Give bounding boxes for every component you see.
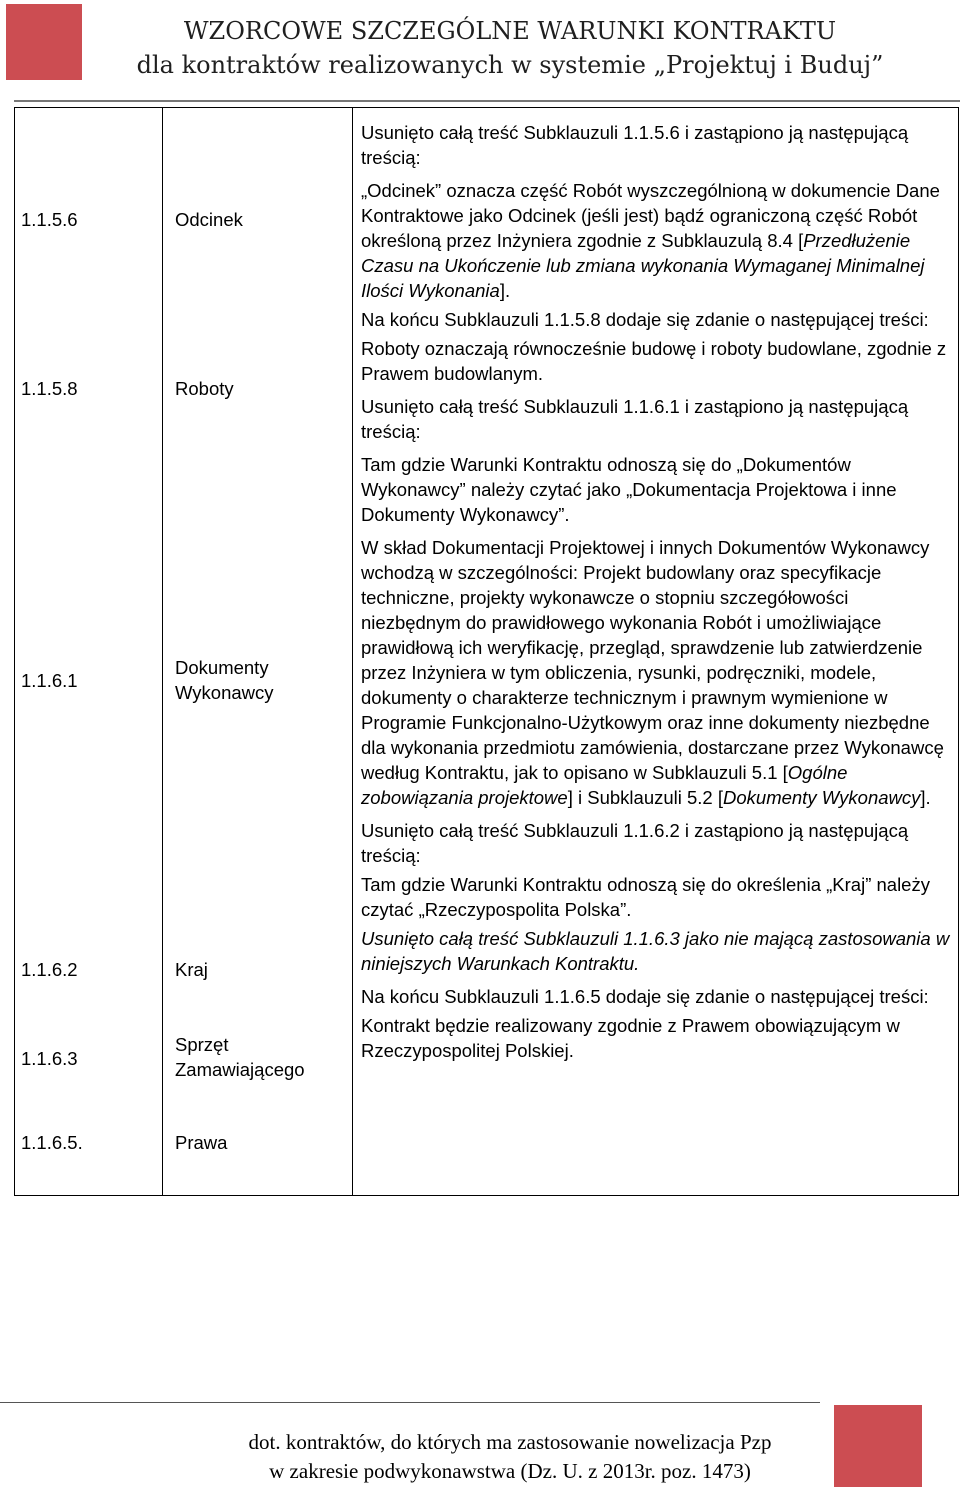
clause-term: Kraj [175,959,208,980]
table-row [15,108,959,1196]
footer-note [140,1428,880,1486]
content-paragraph: Usunięto całą treść Subklauzuli 1.1.5.6 i zastąpiono ją następującą treścią: [361,122,909,168]
footer-line-1: dot. kontraktów, do których ma zastosowanie nowelizacja Pzp [248,1430,772,1454]
clause-term: Prawa [175,1132,228,1153]
content-paragraph: Na końcu Subklauzuli 1.1.5.8 dodaje się zdanie o następującej treści: [361,309,929,330]
footer-divider [0,1402,820,1403]
content-paragraph: Usunięto całą treść Subklauzuli 1.1.6.3 jako nie mającą zastosowania w niniejszych Warunkach Kontraktu. [361,928,950,974]
clause-number: 1.1.6.5. [21,1132,83,1153]
header-logo-block [6,4,82,80]
content-paragraph: Kontrakt będzie realizowany zgodnie z Prawem obowiązującym w Rzeczypospolitej Polskiej. [361,1015,900,1061]
title-line-2: dla kontraktów realizowanych w systemie „Projektuj i Buduj” [136,51,884,79]
clause-content-column [353,108,959,1196]
content-paragraph: „Odcinek” oznacza część Robót wyszczególnioną w dokumencie Dane Kontraktowe jako Odcinek (jeśli jest) bądź ograniczoną część Robót określoną przez Inżyniera zgodnie z Subklauzulą 8.4 [Przedłużenie Czasu na Ukończenie lub zmiana wykonania Wymaganej Minimalnej Ilości Wykonania]. [361,180,940,301]
clause-term-line: Wykonawcy [175,682,274,703]
clause-term-line: Dokumenty [175,657,269,678]
clause-number-column [15,108,163,1196]
clause-number: 1.1.5.8 [21,378,78,399]
title-line-1: WZORCOWE SZCZEGÓLNE WARUNKI KONTRAKTU [183,17,837,45]
content-paragraph: Usunięto całą treść Subklauzuli 1.1.6.2 i zastąpiono ją następującą treścią: [361,820,909,866]
clause-term [163,655,352,705]
content-paragraph: Usunięto całą treść Subklauzuli 1.1.6.1 i zastąpiono ją następującą treścią: [361,396,909,442]
document-title [100,14,920,82]
clause-term-column [163,108,353,1196]
content-paragraph: Tam gdzie Warunki Kontraktu odnoszą się do „Dokumentów Wykonawcy” należy czytać jako „Dokumentacja Projektowa i inne Dokumenty Wykonawcy”. [361,454,897,525]
clause-term [163,1032,352,1082]
footer-line-2: w zakresie podwykonawstwa (Dz. U. z 2013r. poz. 1473) [269,1459,751,1483]
clause-number: 1.1.6.2 [21,959,78,980]
clause-number: 1.1.6.1 [21,670,78,691]
footer-logo-block [834,1405,922,1487]
clauses-table [14,107,959,1196]
clause-term-line: Sprzęt [175,1034,229,1055]
content-paragraph: W skład Dokumentacji Projektowej i innych Dokumentów Wykonawcy wchodzą w szczególności: Projekt budowlany oraz specyfikacje techniczne, projekty wykonawcze o stopniu szczegółowości niezbędnym do prawidłowego wykonania Robót i umożliwiające prawidłową ich weryfikację, przegląd, sprawdzenie lub zatwierdzenie przez Inżyniera w tym obliczenia, rysunki, podręczniki, modele, dokumenty o charakterze technicznym i prawnym wymienione w Programie Funkcjonalno-Użytkowym oraz inne dokumenty niezbędne dla wykonania przedmiotu zamówienia, dostarczane przez Wykonawcę według Kontraktu, jak to opisano w Subklauzuli 5.1 [Ogólne zobowiązania projektowe] i Subklauzuli 5.2 [Dokumenty Wykonawcy]. [361,537,944,808]
content-paragraph: Na końcu Subklauzuli 1.1.6.5 dodaje się zdanie o następującej treści: [361,986,929,1007]
content-paragraph: Tam gdzie Warunki Kontraktu odnoszą się do określenia „Kraj” należy czytać „Rzeczypospolita Polska”. [361,874,930,920]
clause-term: Odcinek [175,209,243,230]
clause-number: 1.1.5.6 [21,209,78,230]
header-divider [14,100,960,102]
clause-number: 1.1.6.3 [21,1048,78,1069]
clause-term: Roboty [175,378,234,399]
clause-term-line: Zamawiającego [175,1059,305,1080]
content-paragraph: Roboty oznaczają równocześnie budowę i roboty budowlane, zgodnie z Prawem budowlanym. [361,338,947,384]
